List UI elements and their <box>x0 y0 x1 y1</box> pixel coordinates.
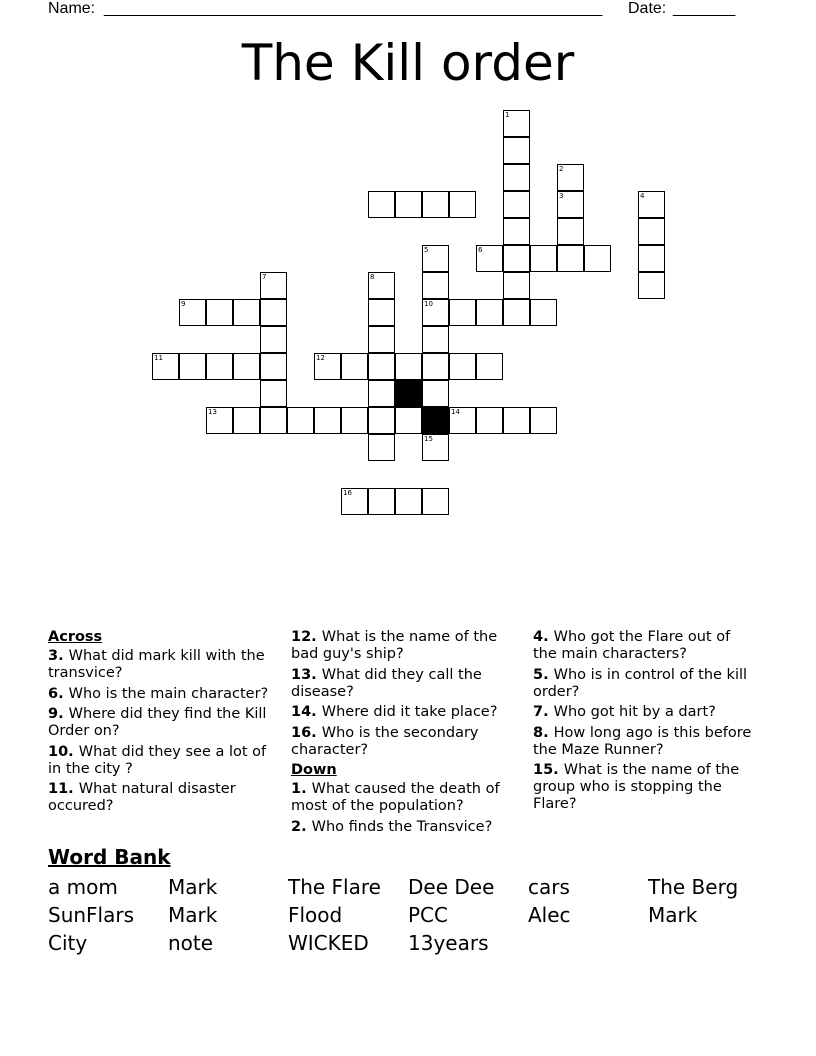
grid-cell[interactable] <box>395 488 422 515</box>
clue-text: Who is the main character? <box>68 685 269 702</box>
clue-number: 10 <box>424 300 433 308</box>
grid-cell[interactable] <box>179 353 206 380</box>
word-bank-title: Word Bank <box>48 845 171 869</box>
grid-cell[interactable] <box>557 218 584 245</box>
grid-cell[interactable] <box>503 218 530 245</box>
clue <box>48 781 276 815</box>
grid-cell[interactable] <box>557 191 584 218</box>
clue-number: 7 <box>262 273 267 281</box>
clue-number: 12. <box>291 629 322 645</box>
grid-cell[interactable] <box>368 326 395 353</box>
clue <box>291 629 511 663</box>
grid-cell[interactable] <box>260 326 287 353</box>
clue <box>533 762 753 813</box>
clue <box>48 744 276 778</box>
word-bank-word: PCC <box>408 903 448 927</box>
clue-number: 14 <box>451 408 460 416</box>
clue <box>533 667 753 701</box>
word-bank-word: The Flare <box>288 875 381 899</box>
clue-number: 4. <box>533 629 554 645</box>
clue-number: 1 <box>505 111 510 119</box>
grid-cell[interactable] <box>260 299 287 326</box>
clue-text: What did they see a lot of in the city ? <box>48 743 267 777</box>
clue-number: 16 <box>343 489 352 497</box>
grid-cell[interactable] <box>449 299 476 326</box>
clue <box>48 686 276 703</box>
clue-text: What caused the death of most of the population? <box>291 781 500 814</box>
clue <box>291 667 511 701</box>
clue <box>533 704 753 721</box>
grid-cell[interactable] <box>368 272 395 299</box>
grid-cell[interactable] <box>422 434 449 461</box>
grid-cell[interactable] <box>449 407 476 434</box>
grid-cell[interactable] <box>503 191 530 218</box>
clue <box>291 704 511 721</box>
word-bank-word: Dee Dee <box>408 875 495 899</box>
grid-block <box>395 380 422 407</box>
grid-cell[interactable] <box>206 407 233 434</box>
clue-text: Who got the Flare out of the main characters? <box>533 629 731 662</box>
grid-cell[interactable] <box>476 407 503 434</box>
grid-cell[interactable] <box>503 272 530 299</box>
grid-cell[interactable] <box>341 407 368 434</box>
clue-number: 8. <box>533 724 554 741</box>
clue-number: 15. <box>533 762 564 778</box>
word-bank-word: Flood <box>288 903 343 927</box>
clue-text: What did mark kill with the transvice? <box>48 648 265 681</box>
clues-column-1 <box>48 629 276 819</box>
clue-number: 9. <box>48 706 69 722</box>
clue-text: What is the name of the group who is stopping the Flare? <box>533 762 740 812</box>
clue-number: 3 <box>559 192 564 200</box>
clue <box>533 629 753 663</box>
name-label: Name: <box>48 0 96 17</box>
clue <box>533 725 753 759</box>
grid-cell[interactable] <box>449 191 476 218</box>
clue-number: 4 <box>640 192 645 200</box>
clue-number: 15 <box>424 435 433 443</box>
clues-column-2 <box>291 629 511 839</box>
grid-cell[interactable] <box>503 299 530 326</box>
grid-cell[interactable] <box>233 407 260 434</box>
grid-cell[interactable] <box>368 434 395 461</box>
grid-block <box>422 407 449 434</box>
clue-number: 2 <box>559 165 564 173</box>
grid-cell[interactable] <box>422 380 449 407</box>
word-bank-word: Mark <box>168 875 218 899</box>
clue <box>48 706 276 740</box>
grid-cell[interactable] <box>368 299 395 326</box>
clue-number: 1. <box>291 781 312 797</box>
grid-cell[interactable] <box>368 380 395 407</box>
grid-cell[interactable] <box>422 488 449 515</box>
across-clues-list <box>48 648 276 815</box>
grid-cell[interactable] <box>503 164 530 191</box>
clue-number: 10. <box>48 743 79 760</box>
clue-text: Who got hit by a dart? <box>553 704 716 720</box>
clue-number: 6 <box>478 246 483 254</box>
grid-cell[interactable] <box>152 353 179 380</box>
grid-cell[interactable] <box>260 272 287 299</box>
grid-cell[interactable] <box>395 407 422 434</box>
grid-cell[interactable] <box>233 299 260 326</box>
name-line: ________________________________________________________ <box>104 0 603 17</box>
grid-cell[interactable] <box>287 407 314 434</box>
down-heading: Down <box>291 762 337 778</box>
clue-number: 9 <box>181 300 186 308</box>
grid-cell[interactable] <box>530 245 557 272</box>
grid-cell[interactable] <box>422 272 449 299</box>
clue-number: 5 <box>424 246 429 254</box>
word-bank-word: note <box>168 931 214 955</box>
grid-cell[interactable] <box>557 245 584 272</box>
grid-cell[interactable] <box>638 245 665 272</box>
grid-cell[interactable] <box>638 218 665 245</box>
grid-cell[interactable] <box>368 407 395 434</box>
grid-cell[interactable] <box>206 299 233 326</box>
clue-number: 13. <box>291 666 322 683</box>
grid-cell[interactable] <box>260 353 287 380</box>
clue-number: 5. <box>533 666 554 683</box>
grid-cell[interactable] <box>476 353 503 380</box>
clue-text: Who finds the Transvice? <box>311 818 493 835</box>
clues-column-3 <box>533 629 753 817</box>
clue-number: 6. <box>48 685 69 702</box>
word-bank-word: Mark <box>168 903 218 927</box>
grid-cell[interactable] <box>314 353 341 380</box>
grid-cell[interactable] <box>341 353 368 380</box>
word-bank-word: The Berg <box>648 875 739 899</box>
grid-cell[interactable] <box>260 407 287 434</box>
grid-cell[interactable] <box>368 353 395 380</box>
word-bank-word: WICKED <box>288 931 369 955</box>
word-bank-word: Mark <box>648 903 698 927</box>
word-bank-word: cars <box>528 875 570 899</box>
page-title: The Kill order <box>241 34 575 92</box>
clue-number: 2. <box>291 818 312 835</box>
clue-text: How long ago is this before the Maze Runner? <box>533 724 752 758</box>
grid-cell[interactable] <box>206 353 233 380</box>
word-bank-word: a mom <box>48 875 118 899</box>
grid-cell[interactable] <box>584 245 611 272</box>
grid-cell[interactable] <box>233 353 260 380</box>
clue <box>291 725 511 759</box>
grid-cell[interactable] <box>341 488 368 515</box>
grid-cell[interactable] <box>638 272 665 299</box>
word-bank-word: Alec <box>528 903 571 927</box>
clue-number: 12 <box>316 354 325 362</box>
grid-cell[interactable] <box>260 380 287 407</box>
down-clues-list <box>291 781 511 836</box>
grid-cell[interactable] <box>395 191 422 218</box>
clue-number: 3. <box>48 648 69 664</box>
date-label: Date: <box>628 0 667 17</box>
grid-cell[interactable] <box>476 299 503 326</box>
clue <box>291 781 511 815</box>
clue-text: Who is in control of the kill order? <box>533 666 748 700</box>
grid-cell[interactable] <box>368 191 395 218</box>
grid-cell[interactable] <box>638 191 665 218</box>
grid-cell[interactable] <box>422 326 449 353</box>
clue-number: 16. <box>291 724 322 741</box>
word-bank-word: 13years <box>408 931 489 955</box>
grid-cell[interactable] <box>503 110 530 137</box>
grid-cell[interactable] <box>422 353 449 380</box>
clue-number: 7. <box>533 704 554 720</box>
date-line: _______ <box>673 0 736 17</box>
grid-cell[interactable] <box>395 353 422 380</box>
grid-cell[interactable] <box>503 137 530 164</box>
clue-number: 8 <box>370 273 375 281</box>
clue-text: Who is the secondary character? <box>291 724 479 758</box>
clue-number: 13 <box>208 408 217 416</box>
across-heading: Across <box>48 629 103 645</box>
grid-cell[interactable] <box>368 488 395 515</box>
down-clues-list-cont <box>533 629 753 813</box>
clue <box>291 819 511 836</box>
grid-cell[interactable] <box>557 164 584 191</box>
clue-text: What is the name of the bad guy's ship? <box>291 629 498 662</box>
clue <box>48 648 276 682</box>
clue-text: What natural disaster occured? <box>48 781 236 814</box>
grid-cell[interactable] <box>530 299 557 326</box>
clue-number: 11 <box>154 354 163 362</box>
grid-cell[interactable] <box>530 407 557 434</box>
grid-cell[interactable] <box>422 191 449 218</box>
word-bank-word: City <box>48 931 88 955</box>
grid-cell[interactable] <box>476 245 503 272</box>
grid-cell[interactable] <box>503 245 530 272</box>
clue-number: 11. <box>48 781 79 797</box>
grid-cell[interactable] <box>503 407 530 434</box>
clue-number: 14. <box>291 704 322 720</box>
grid-cell[interactable] <box>422 245 449 272</box>
grid-cell[interactable] <box>314 407 341 434</box>
grid-cell[interactable] <box>449 353 476 380</box>
grid-cell[interactable] <box>422 299 449 326</box>
clue-text: Where did they find the Kill Order on? <box>48 706 267 739</box>
clue-text: What did they call the disease? <box>291 666 482 700</box>
clue-text: Where did it take place? <box>321 704 498 720</box>
across-clues-list-cont <box>291 629 511 759</box>
grid-cell[interactable] <box>179 299 206 326</box>
word-bank-word: SunFlars <box>48 903 135 927</box>
